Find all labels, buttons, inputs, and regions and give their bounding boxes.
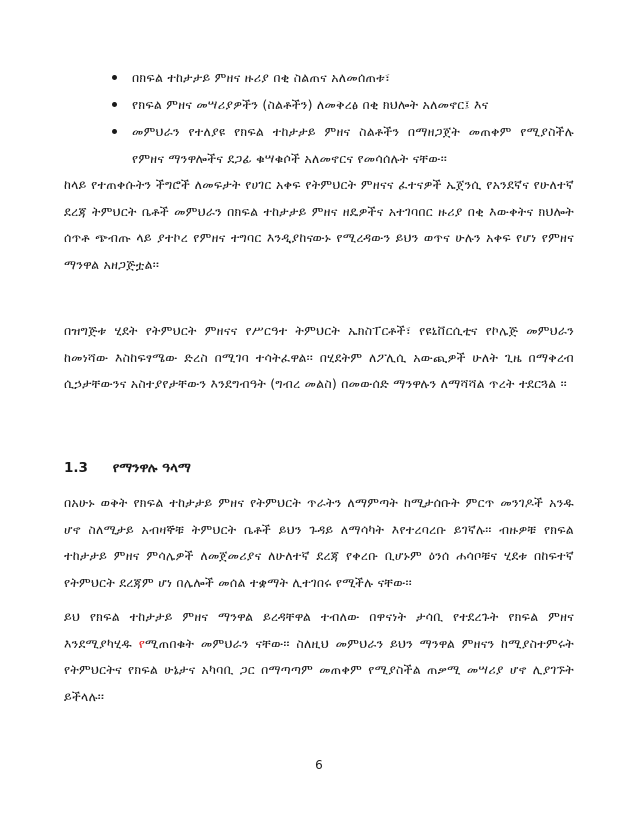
bullet-dot-icon bbox=[112, 102, 117, 107]
section-heading bbox=[64, 458, 191, 478]
bullet-list bbox=[112, 64, 574, 172]
bullet-text: በክፍል ተከታታይ ምዘና ዙሪያ በቂ ስልጠና አለመሰጠቱ፣ bbox=[132, 70, 391, 85]
section-number: 1.3 bbox=[64, 460, 88, 476]
paragraph-3: በአሁኑ ወቅት የክፍል ተከታታይ ምዘና የትምህርት ጥራትን ለማምጣት ከሚታሰቡት ምርጥ መንገዶች አንዱ ሆኖ ስለሚታይ አብዛኞቹ ትምህርት ቤቶች ይህን ጉዳይ ለማሳካት እየተረባረቡ ይገኛሉ፡፡ ብዙዎቹ የክፍል ተከታታይ ምዘና ምሳሌዎች ለመጀመሪያና ለሁለተኛ ደረጃ የቀረቡ ቢሆኑም ዕንሰ ሐሳቦቹና ሂደቱ በከፍተኛ የትምህርት ደረጃም ሆነ በሌሎች መሰል ተቋማት ሊተገበሩ የሚችሉ ናቸው፡፡ bbox=[64, 495, 574, 590]
paragraph-1: ከላይ የተጠቀሱትን ችግሮች ለመፍታት የሀገር አቀፍ የትምህርት ምዘናና ፈተናዎች ኤጀንሲ የአንደኛና የሁለተኛ ደረጃ ትምህርት ቤቶች መምህራን በክፍል ተከታታይ ምዘና ዘዴዎችና አተገባበር ዙሪያ በቂ እውቀትና ክህሎት ሰጥቶ ጭብጡ ላይ ያተኮረ የምዘና ተግባር እንዲያከናውኑ የሚረዳውን ይህን ወጥና ሁሉን አቀፍ የሆነ የምዘና ማንዋል አዘጋጅቷል፡፡ bbox=[64, 177, 574, 272]
highlighted-character: የ bbox=[138, 635, 146, 651]
bullet-dot-icon bbox=[112, 129, 117, 134]
bullet-text: የክፍል ምዘና መሣሪያዎችን (ስልቶችን) ለመቅረፅ በቂ ክህሎት አለመኖር፤ እና bbox=[132, 97, 489, 112]
bullet-text: መምህራን የተለያዩ የክፍል ተከታታይ ምዘና ስልቶችን በማዘጋጀት መጠቀም የሚያስችሉ የምዘና ማንዋሎችና ደጋፊ ቁሣቁሶች አለመኖርና የመሳሰሉት ናቸው፡፡ bbox=[132, 124, 574, 166]
page-number: 6 bbox=[315, 758, 323, 772]
bullet-item bbox=[112, 118, 574, 172]
paragraph-4-text-start: ይህ የክፍል ተከታታይ ምዘና ማንዋል ይረዳቸዋል ተብለው በዋናነት ታሳቢ የተደረጉት የክፍል ምዘና እንደሚያካሂዱ bbox=[64, 609, 574, 651]
paragraph-2: በዝግጅቱ ሂደት የትምህርት ምዘናና የሥርዓተ ትምህርት ኤክስፐርቶች፣ የዩኒቨርሲቲና የኮሌጅ መምህራን ከመነሻው እስከፍፃሜው ድረስ በሚገባ ተሳትፈዋል፡፡ በሂደትም ለፖሊሲ አውጪዎች ሁለት ጊዜ በማቅረብ ሲኃታቸውንና አስተያየታቸውን እንደግብዓት (ግብረ መልስ) በመውሰድ ማንዋሉን ለማሻሻል ጥረት ተደርጓል ፡፡ bbox=[64, 323, 574, 392]
bullet-item bbox=[112, 64, 574, 91]
bullet-item bbox=[112, 91, 574, 118]
bullet-dot-icon bbox=[112, 75, 117, 80]
section-title: የማንዋሉ ዓላማ bbox=[112, 460, 191, 476]
paragraph-4-text-end: ሚጠበቁት መምህራን ናቸው፡፡ ስለዚህ መምህራን ይህን ማንዋል ምዘናን ከሚያስተምሩት የትምህርትና የክፍል ሁኔታና አካባቢ ጋር በማጣጣም መጠቀም የሚያስችል ጠቃሚ መሣሪያ ሆኖ ሊያገኙት ይችላሉ፡፡ bbox=[64, 635, 574, 704]
paragraph-4 bbox=[64, 604, 574, 710]
